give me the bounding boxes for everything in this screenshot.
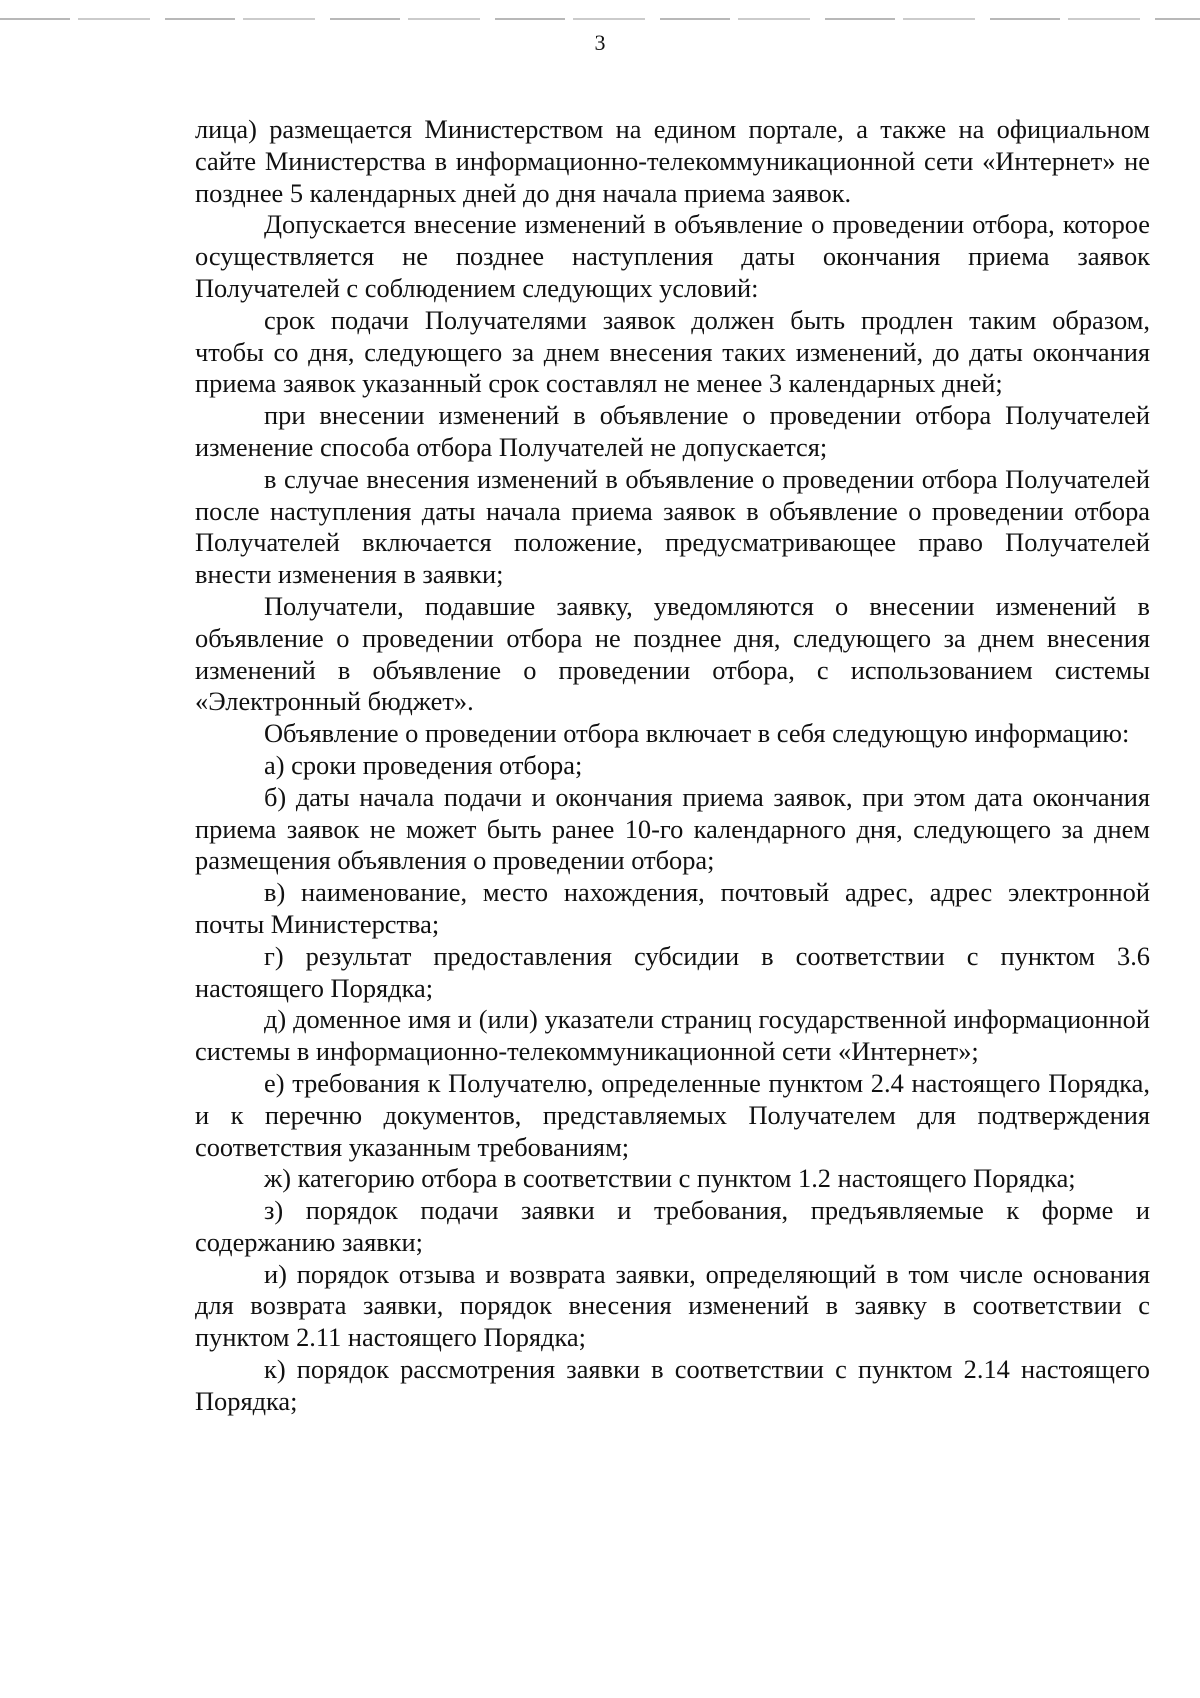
list-item-e: е) требования к Получателю, определенные пунктом 2.4 настоящего Порядка, и к перечню документов, представляемых Получателем для подтверждения соответствия указанным требованиям; [195, 1067, 1150, 1162]
list-item-d: д) доменное имя и (или) указатели страниц государственной информационной системы в информационно-телекоммуникационной сети «Интернет»; [195, 1004, 1150, 1067]
paragraph-changes-allowed: Допускается внесение изменений в объявление о проведении отбора, которое осуществляется не позднее наступления даты окончания приема заявок Получателей с соблюдением следующих условий: [195, 209, 1150, 303]
list-item-i: и) порядок отзыва и возврата заявки, определяющий в том числе основания для возврата заявки, порядок внесения изменений в заявку в соответствии с пунктом 2.11 настоящего Порядка; [195, 1258, 1150, 1353]
paragraph-continuation: лица) размещается Министерством на едином портале, а также на официальном сайте Министерства в информационно-телекоммуникационной сети «Интернет» не позднее 5 календарных дней до дня начала приема заявок. [195, 114, 1150, 208]
list-item-g: г) результат предоставления субсидии в соответствии с пунктом 3.6 настоящего Порядка; [195, 940, 1150, 1003]
paragraph-right-to-amend: в случае внесения изменений в объявление о проведении отбора Получателей после наступления даты начала приема заявок в объявление о проведении отбора Получателей включается положение, предусматривающее право Получателей внести изменения в заявки; [195, 463, 1150, 590]
list-item-a: а) сроки проведения отбора; [264, 749, 583, 780]
list-item-v: в) наименование, место нахождения, почтовый адрес, адрес электронной почты Министерства; [195, 877, 1150, 939]
paragraph-method-unchanged: при внесении изменений в объявление о проведении отбора Получателей изменение способа отбора Получателей не допускается; [195, 400, 1150, 462]
scan-edge-line [0, 18, 1200, 20]
list-item-b: б) даты начала подачи и окончания приема заявок, при этом дата окончания приема заявок не может быть ранее 10-го календарного дня, следующего за днем размещения объявления о проведении отбора; [195, 781, 1150, 876]
list-item-zh: ж) категорию отбора в соответствии с пунктом 1.2 настоящего Порядка; [264, 1163, 1076, 1194]
paragraph-notification: Получатели, подавшие заявку, уведомляются о внесении изменений в объявление о проведении отбора не позднее дня, следующего за днем внесения изменений в объявление о проведении отбора, с использованием системы «Электронный бюджет». [195, 590, 1150, 717]
list-item-z: з) порядок подачи заявки и требования, предъявляемые к форме и содержанию заявки; [195, 1195, 1150, 1257]
list-item-k: к) порядок рассмотрения заявки в соответствии с пунктом 2.14 настоящего Порядка; [195, 1354, 1150, 1416]
paragraph-announcement-contents: Объявление о проведении отбора включает в себя следующую информацию: [264, 718, 1130, 749]
document-body [195, 114, 1150, 1418]
page-number: 3 [594, 30, 606, 55]
paragraph-deadline-extension: срок подачи Получателями заявок должен быть продлен таким образом, чтобы со дня, следующего за днем внесения таких изменений, до даты окончания приема заявок указанный срок составлял не менее 3 календарных дней; [195, 304, 1150, 399]
